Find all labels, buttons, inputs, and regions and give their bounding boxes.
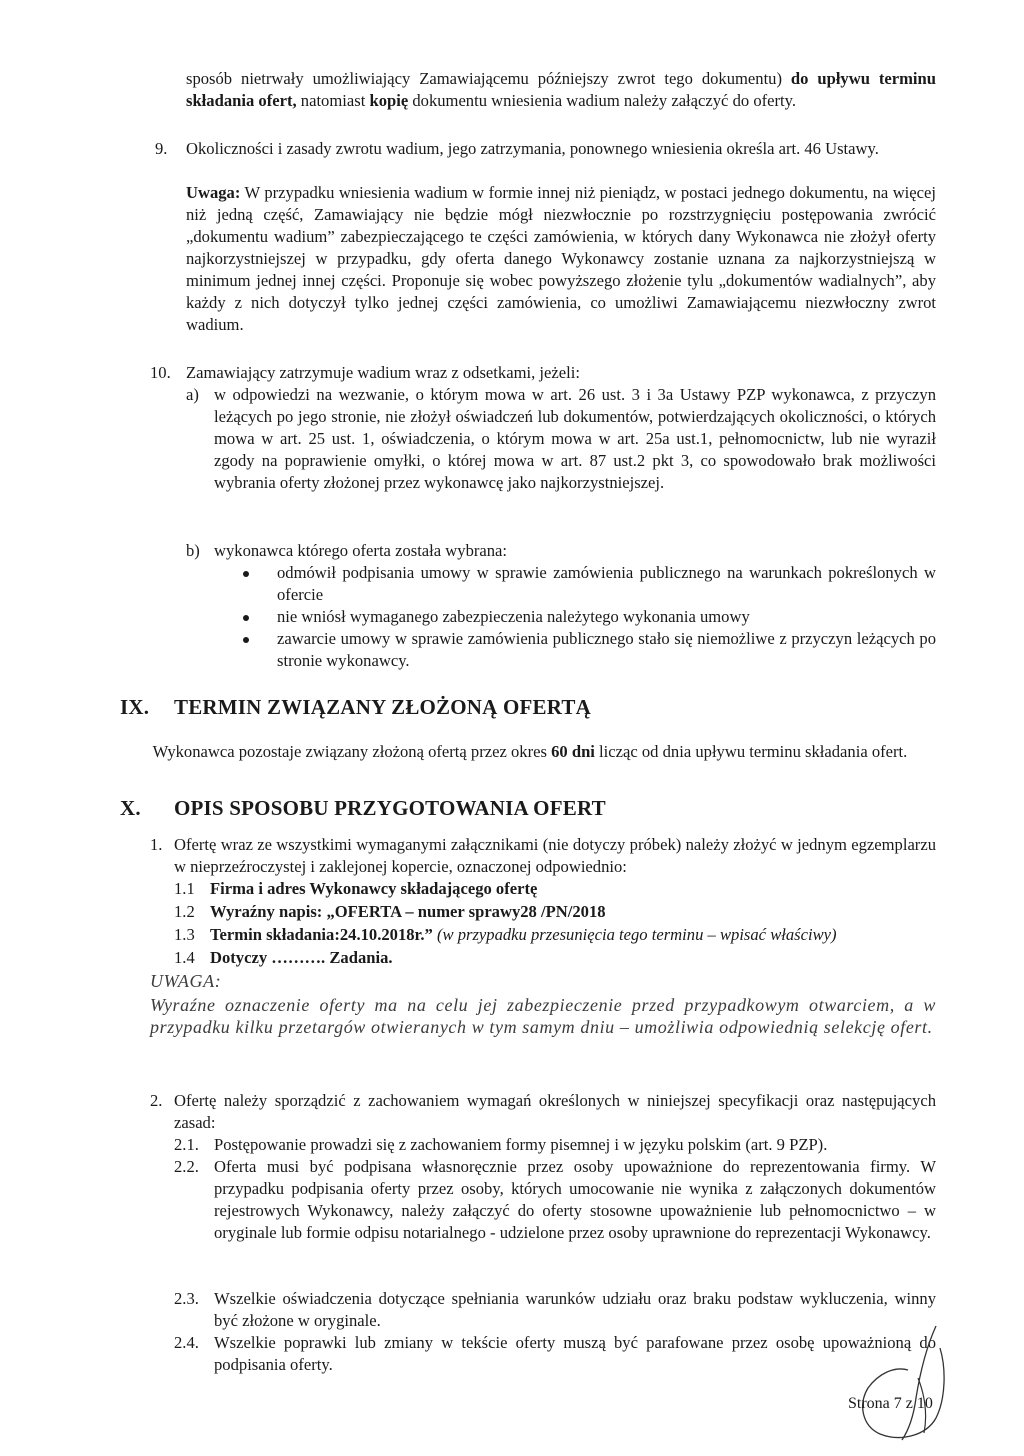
section-10-title: OPIS SPOSOBU PRZYGOTOWANIA OFERT (174, 796, 606, 820)
intro-bold-2: kopię (369, 91, 409, 110)
section-10-item-2-number: 2. (150, 1091, 163, 1110)
section-9-text-2: licząc od dnia upływu terminu składania ofert. (594, 742, 908, 761)
sub-item: Oferta musi być podpisana własnoręcznie przez osoby upoważnione do reprezentowania firmy. W przypadku podpisania oferty przez osoby, których umocowanie nie wynika z załączonych dokumentów rejestrowych Wykonawcy, należy załączyć do oferty stosowne upoważnienie lub pełnomocnictwo – w oryginale lub formie odpisu notarialnego - udzielone przez osoby uprawnione do reprezentacji Wykonawcy. (214, 1157, 936, 1242)
intro-text-3: dokumentu wniesienia wadium należy załączyć do oferty. (408, 91, 797, 110)
section-9-number: IX. (120, 695, 150, 719)
section-9-bold: 60 dni (551, 742, 595, 761)
item-10-b-label: b) (186, 541, 200, 560)
bullet-dot (243, 637, 249, 643)
section-9-text-1: Wykonawca pozostaje związany złożoną ofertą przez okres (152, 742, 552, 761)
sub-number: 2.3. (174, 1289, 199, 1308)
item-10-a-text: w odpowiedzi na wezwanie, o którym mowa w art. 26 ust. 3 i 3a Ustawy PZP wykonawca, z przyczyn leżących po jego stronie, nie złożył oświadczeń lub dokumentów, potwierdzających okoliczności, o których mowa w art. 25 ust. 1, oświadczenia, o którym mowa w art. 25a ust.1, pełnomocnictw, lub nie wyraził zgody na poprawienie omyłki, o której mowa w art. 87 ust.2 pkt 3, co spowodowało brak możliwości wybrania oferty złożonej przez wykonawcę jako najkorzystniejszej. (214, 385, 936, 492)
page-number-label: Strona (848, 1395, 890, 1412)
sub-item (210, 924, 946, 946)
page-number-current: 7 (893, 1395, 902, 1412)
uwaga-note: Wyraźne oznaczenie oferty ma na celu jej zabezpieczenie przed przypadkowym otwarciem, a w przypadku kilku przetargów otwieranych w tym samym dniu – umożliwia odpowiednią selekcję ofert. (150, 995, 936, 1037)
sub-item-text: Firma i adres Wykonawcy składającego ofertę (210, 879, 538, 898)
section-9-paragraph (140, 741, 920, 763)
uwaga-label: UWAGA: (150, 971, 222, 991)
item-10-b-text: wykonawca którego oferta została wybrana: (214, 541, 508, 560)
item-10-a-label: a) (186, 385, 199, 404)
item-9-uwaga-paragraph (186, 182, 936, 336)
sub-item-text: Dotyczy ………. Zadania. (210, 948, 393, 967)
sub-item-text: Wyraźny napis: „OFERTA – numer sprawy28 /PN/2018 (210, 902, 606, 921)
sub-number: 1.1 (174, 879, 195, 898)
page-number (848, 1393, 933, 1415)
section-10-item-2-text: Ofertę należy sporządzić z zachowaniem wymagań określonych w niniejszej specyfikacji oraz następujących zasad: (174, 1091, 936, 1132)
bullet-item: odmówił podpisania umowy w sprawie zamówienia publicznego na warunkach pokreślonych w ofercie (277, 563, 936, 604)
sub-item (210, 947, 936, 969)
sub-number: 1.4 (174, 948, 195, 967)
bullet-dot (243, 571, 249, 577)
item-9-text: Okoliczności i zasady zwrotu wadium, jego zatrzymania, ponownego wniesienia określa art. 46 Ustawy. (186, 139, 879, 158)
bullet-item: nie wniósł wymaganego zabezpieczenia należytego wykonania umowy (277, 607, 750, 626)
sub-item: Postępowanie prowadzi się z zachowaniem formy pisemnej i w języku polskim (art. 9 PZP). (214, 1135, 828, 1154)
intro-bold-1: do upływu terminu składania ofert, (186, 69, 937, 110)
page-number-separator: z (905, 1395, 913, 1412)
intro-paragraph (186, 68, 936, 112)
section-9-title: TERMIN ZWIĄZANY ZŁOŻONĄ OFERTĄ (174, 695, 591, 719)
bullet-item: zawarcie umowy w sprawie zamówienia publicznego stało się niemożliwe z przyczyn leżących po stronie wykonawcy. (277, 629, 936, 670)
sub-number: 2.4. (174, 1333, 199, 1352)
intro-text-2: natomiast (296, 91, 370, 110)
section-10-item-1-number: 1. (150, 835, 163, 854)
sub-number: 1.2 (174, 902, 195, 921)
page-number-total: 10 (916, 1395, 933, 1412)
sub-number: 2.2. (174, 1157, 199, 1176)
sub-item: Wszelkie oświadczenia dotyczące spełniania warunków udziału oraz braku podstaw wykluczenia, winny być złożone w oryginale. (214, 1289, 936, 1330)
sub-number: 2.1. (174, 1135, 199, 1154)
section-10-item-1-text: Ofertę wraz ze wszystkimi wymaganymi załącznikami (nie dotyczy próbek) należy złożyć w jednym egzemplarzu w nieprzeźroczystej i zaklejonej kopercie, oznaczonej odpowiednio: (174, 835, 936, 876)
sub-item (210, 878, 936, 900)
item-10-number: 10. (150, 363, 171, 382)
sub-item-text: Termin składania:24.10.2018r.” (210, 925, 433, 944)
item-9-number: 9. (155, 139, 168, 158)
intro-text-1: sposób nietrwały umożliwiający Zamawiającemu późniejszy zwrot tego dokumentu) (186, 69, 791, 88)
item-9-uwaga-text: W przypadku wniesienia wadium w formie innej niż pieniądz, w postaci jednego dokumentu, na więcej niż jedną część, Zamawiający nie będzie mógł niezwłocznie po rozstrzygnięciu postępowania zwrócić „dokumentu wadium” zabezpieczającego te części zamówienia, w których dany Wykonawca nie złożył oferty najkorzystniejszej w przypadku, gdy oferta danego Wykonawcy zostanie uznana za najkorzystniejszą w minimum jednej innej części. Proponuje się wobec powyższego złożenie tylu „dokumentów wadialnych”, aby każdy z nich dotyczył tylko jednej części zamówienia, co umożliwi Zamawiającemu niezwłoczny zwrot wadium. (186, 183, 936, 334)
handwritten-initials (828, 1318, 968, 1448)
sub-item (210, 901, 936, 923)
item-9-uwaga-label: Uwaga: (186, 183, 241, 202)
section-10-number: X. (120, 796, 141, 820)
bullet-dot (243, 615, 249, 621)
item-10-text: Zamawiający zatrzymuje wadium wraz z odsetkami, jeżeli: (186, 363, 580, 382)
sub-number: 1.3 (174, 925, 195, 944)
sub-item: Wszelkie poprawki lub zmiany w tekście oferty muszą być parafowane przez osobę upoważnioną do podpisania oferty. (214, 1333, 936, 1374)
sub-item-note: (w przypadku przesunięcia tego terminu – wpisać właściwy) (432, 925, 837, 944)
